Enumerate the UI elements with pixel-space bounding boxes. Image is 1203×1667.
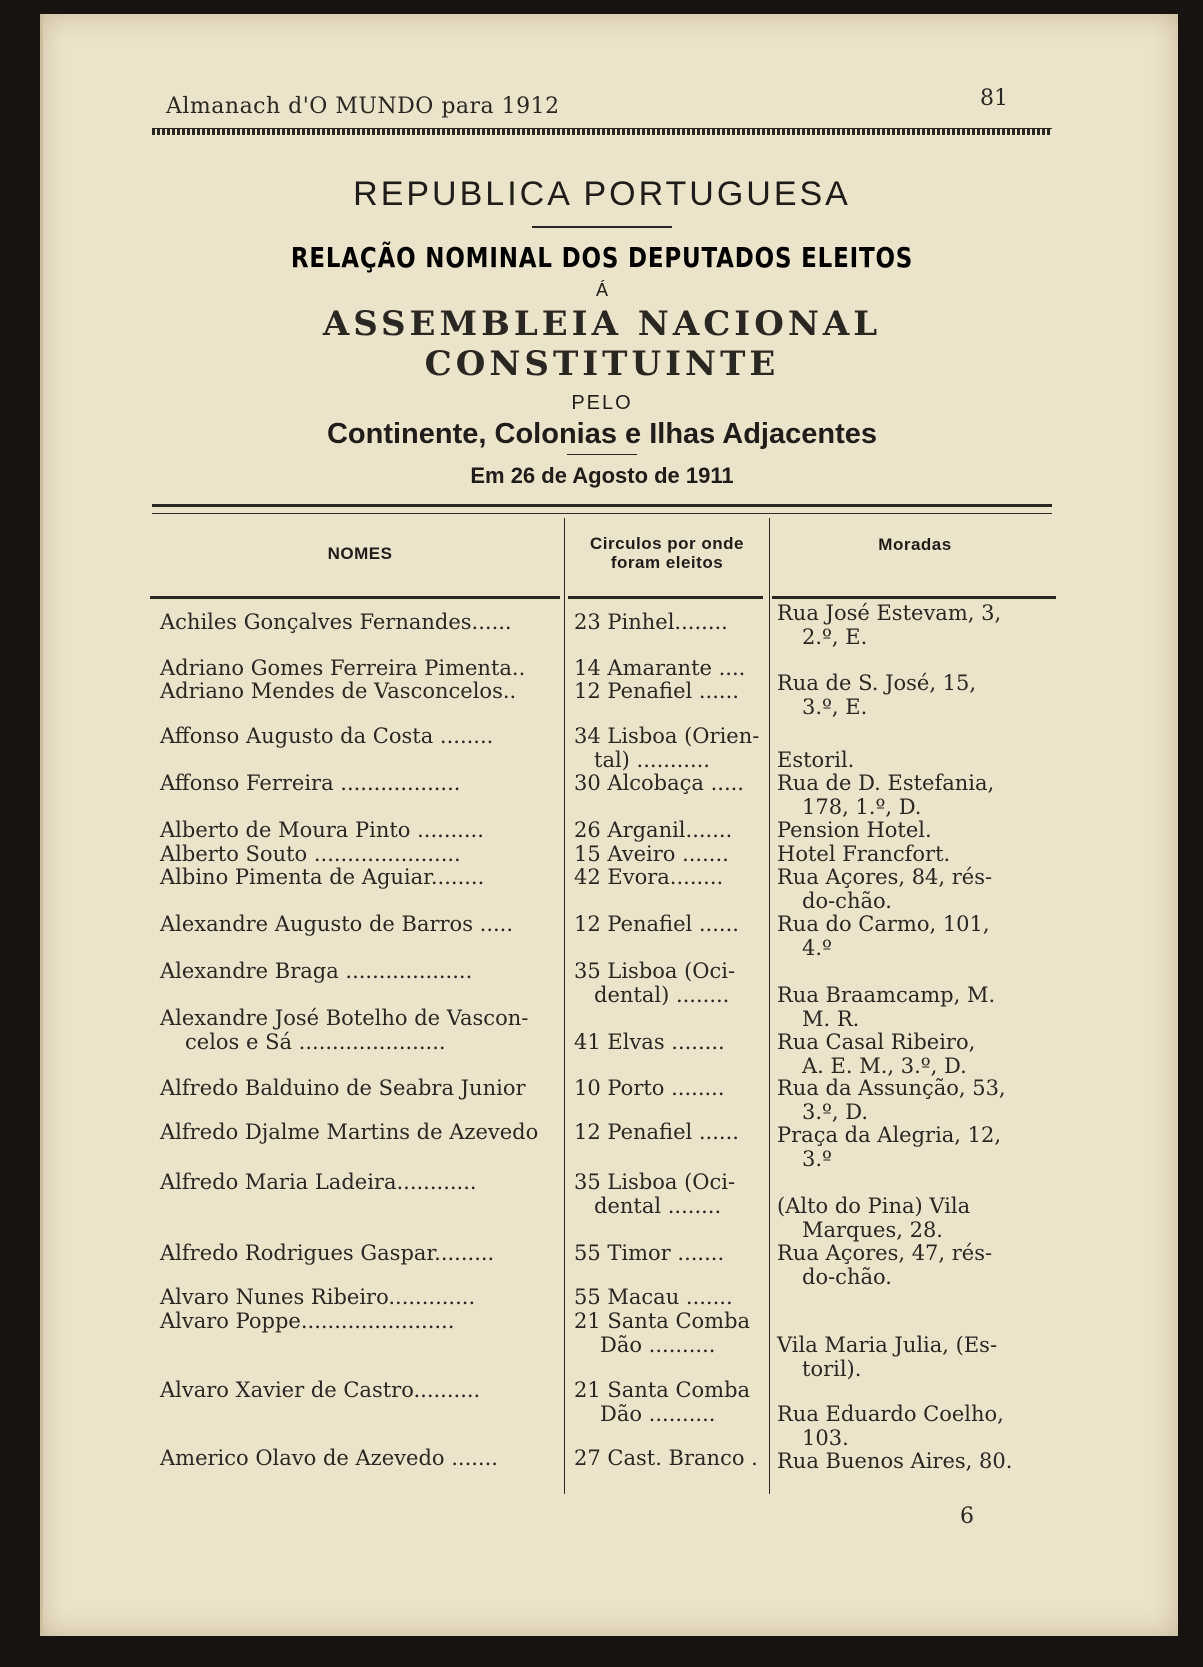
- title-divider: [532, 226, 672, 228]
- deputy-name: Alfredo Rodrigues Gaspar.........: [160, 1241, 495, 1265]
- address-continued: do-chão.: [802, 889, 892, 913]
- title-pelo: PELO: [571, 392, 633, 414]
- deputy-name: Alfredo Balduino de Seabra Junior: [160, 1076, 526, 1100]
- address: Rua do Carmo, 101,: [777, 912, 990, 936]
- deputy-name: Alexandre Augusto de Barros .....: [160, 912, 514, 936]
- column-header-circles: [566, 534, 768, 572]
- deputy-name: Albino Pimenta de Aguiar........: [160, 865, 485, 889]
- address: Praça da Alegria, 12,: [777, 1123, 1002, 1147]
- address: Rua da Assunção, 53,: [777, 1076, 1006, 1100]
- column-divider-2: [769, 518, 770, 1494]
- address-continued: 3.º: [802, 1147, 832, 1171]
- address-continued: 4.º: [802, 936, 832, 960]
- header-circles-line1: Circulos por onde: [590, 534, 744, 553]
- electoral-circle: 14 Amarante ....: [574, 656, 746, 680]
- address-continued: M. R.: [802, 1007, 860, 1031]
- table-top-rule: [152, 504, 1052, 514]
- electoral-circle-continued: tal) ...........: [594, 748, 710, 772]
- deputy-name: Adriano Gomes Ferreira Pimenta..: [160, 656, 526, 680]
- deputy-name: Alberto Souto ......................: [160, 842, 461, 866]
- address-continued: 103.: [802, 1426, 849, 1450]
- electoral-circle: 34 Lisboa (Orien-: [574, 724, 760, 748]
- header-rule: [152, 128, 1052, 135]
- address-continued: do-chão.: [802, 1265, 892, 1289]
- deputy-name: Alexandre José Botelho de Vascon-: [160, 1006, 529, 1030]
- electoral-circle: 55 Timor .......: [574, 1241, 725, 1265]
- circles-header-rule: [568, 596, 763, 599]
- electoral-circle-continued: dental ........: [594, 1194, 722, 1218]
- page-number: 81: [980, 86, 1008, 111]
- date-divider: [567, 454, 637, 455]
- address: Rua Açores, 47, rés-: [777, 1241, 993, 1265]
- address: Vila Maria Julia, (Es-: [777, 1333, 998, 1357]
- address: Rua Buenos Aires, 80.: [777, 1449, 1013, 1473]
- electoral-circle: 26 Arganil.......: [574, 818, 733, 842]
- address: Rua de D. Estefania,: [777, 771, 995, 795]
- election-date: Em 26 de Agosto de 1911: [470, 463, 734, 488]
- electoral-circle-continued: dental) ........: [594, 983, 730, 1007]
- list-title: RELAÇÃO NOMINAL DOS DEPUTADOS ELEITOS: [290, 241, 914, 274]
- address: Pension Hotel.: [777, 818, 932, 842]
- electoral-circle: 55 Macau .......: [574, 1285, 733, 1309]
- address: Hotel Francfort.: [777, 842, 951, 866]
- deputy-name-continued: celos e Sá ......................: [185, 1030, 446, 1054]
- address: Rua Açores, 84, rés-: [777, 865, 993, 889]
- column-divider-1: [564, 518, 565, 1494]
- page-edge: [40, 14, 43, 1636]
- deputy-name: Alberto de Moura Pinto ..........: [160, 818, 484, 842]
- title-block: [152, 174, 1052, 489]
- address-continued: 3.º, D.: [802, 1100, 869, 1124]
- address-continued: 178, 1.º, D.: [802, 795, 922, 819]
- electoral-circle: 10 Porto ........: [574, 1076, 725, 1100]
- address: Rua Braamcamp, M.: [777, 983, 996, 1007]
- deputy-name: Alfredo Djalme Martins de Azevedo: [160, 1120, 539, 1144]
- deputy-name: Alvaro Xavier de Castro..........: [160, 1378, 481, 1402]
- address-continued: Marques, 28.: [802, 1218, 943, 1242]
- country-title: REPUBLICA PORTUGUESA: [353, 175, 851, 213]
- address: Rua de S. José, 15,: [777, 671, 977, 695]
- address: Rua Casal Ribeiro,: [777, 1030, 976, 1054]
- electoral-circle: 35 Lisboa (Oci-: [574, 959, 736, 983]
- running-head: Almanach d'O MUNDO para 1912: [166, 94, 560, 119]
- address: Rua Eduardo Coelho,: [777, 1402, 1004, 1426]
- deputy-name: Adriano Mendes de Vasconcelos..: [160, 679, 517, 703]
- deputy-name: Affonso Ferreira ..................: [160, 771, 461, 795]
- header-addresses-label: Moradas: [878, 535, 952, 554]
- address-continued: 3.º, E.: [802, 695, 868, 719]
- signature-mark: 6: [960, 1504, 974, 1529]
- deputy-name: Affonso Augusto da Costa ........: [160, 724, 494, 748]
- deputy-name: Alvaro Nunes Ribeiro.............: [160, 1285, 476, 1309]
- address-continued: A. E. M., 3.º, D.: [802, 1054, 967, 1078]
- deputy-name: Alvaro Poppe.......................: [160, 1309, 455, 1333]
- deputy-name: Achiles Gonçalves Fernandes......: [160, 610, 512, 634]
- column-header-addresses: [770, 534, 1060, 554]
- electoral-circle: 35 Lisboa (Oci-: [574, 1170, 736, 1194]
- electoral-circle: 15 Aveiro .......: [574, 842, 729, 866]
- electoral-circle: 23 Pinhel........: [574, 610, 728, 634]
- electoral-circle-continued: Dão ..........: [600, 1402, 716, 1426]
- column-header-names: [160, 534, 560, 563]
- electoral-circle: 30 Alcobaça .....: [574, 771, 744, 795]
- assembly-title: ASSEMBLEIA NACIONAL CONSTITUINTE: [322, 304, 882, 384]
- regions-title: Continente, Colonias e Ilhas Adjacentes: [326, 418, 878, 450]
- address-continued: toril).: [802, 1357, 862, 1381]
- electoral-circle: 12 Penafiel ......: [574, 912, 739, 936]
- electoral-circle: 21 Santa Comba: [574, 1378, 751, 1402]
- electoral-circle: 42 Evora........: [574, 865, 724, 889]
- electoral-circle: 27 Cast. Branco .: [574, 1446, 758, 1470]
- deputy-name: Americo Olavo de Azevedo .......: [160, 1446, 498, 1470]
- address-continued: 2.º, E.: [802, 625, 868, 649]
- header-names-label: NOMES: [327, 544, 393, 563]
- deputy-name: Alfredo Maria Ladeira............: [160, 1170, 477, 1194]
- addresses-header-rule: [772, 596, 1056, 599]
- title-preposition: Á: [595, 280, 608, 300]
- electoral-circle: 12 Penafiel ......: [574, 679, 739, 703]
- electoral-circle: 21 Santa Comba: [574, 1309, 751, 1333]
- address: Rua José Estevam, 3,: [777, 601, 1002, 625]
- header-circles-line2: foram eleitos: [610, 553, 724, 572]
- names-header-rule: [150, 596, 560, 599]
- deputy-name: Alexandre Braga ...................: [160, 959, 473, 983]
- electoral-circle-continued: Dão ..........: [600, 1333, 716, 1357]
- address: Estoril.: [777, 748, 855, 772]
- almanac-page: [40, 14, 1178, 1636]
- electoral-circle: 41 Elvas ........: [574, 1030, 725, 1054]
- electoral-circle: 12 Penafiel ......: [574, 1120, 739, 1144]
- address: (Alto do Pina) Vila: [777, 1194, 971, 1218]
